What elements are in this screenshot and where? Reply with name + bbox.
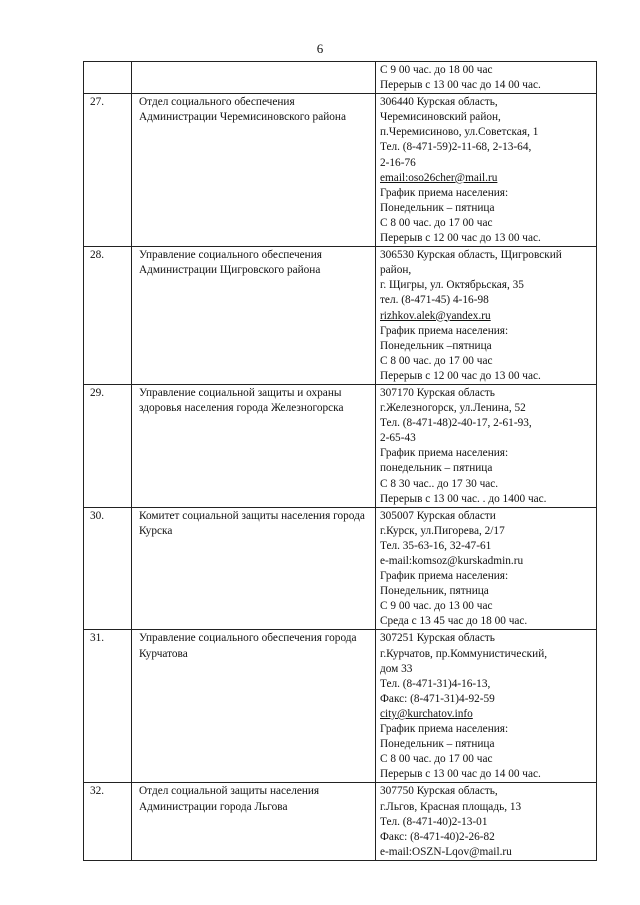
phone-line: 2-65-43 (380, 432, 416, 445)
schedule-hours: С 9 00 час. до 18 00 час (380, 64, 493, 76)
schedule-days: Понедельник – пятница (380, 738, 495, 751)
fax-line: Факс: (8-471-40)2-26-82 (380, 830, 495, 843)
table-row-continuation (84, 62, 597, 94)
row-number: 30. (84, 507, 132, 630)
contact-info (376, 630, 597, 783)
contact-info (376, 62, 597, 94)
email-link[interactable]: email:oso26cher@mail.ru (380, 171, 498, 184)
schedule-hours: С 8 00 час. до 17 00 час (380, 354, 493, 367)
phone-line: Тел. 35-63-16, 32-47-61 (380, 539, 492, 552)
schedule-break: Перерыв с 13 00 час. . до 1400 час. (380, 492, 547, 505)
address-line: 307170 Курская область (380, 386, 495, 399)
address-line: г.Железногорск, ул.Ленина, 52 (380, 402, 526, 415)
schedule-hours: С 8 00 час. до 17 00 час (380, 753, 493, 766)
schedule-days: понедельник – пятница (380, 462, 493, 475)
schedule-days: Понедельник –пятница (380, 339, 492, 352)
schedule-heading: График приема населения: (380, 324, 509, 337)
address-line: г.Курчатов, пр.Коммунистический, (380, 647, 548, 660)
address-line: г.Льгов, Красная площадь, 13 (380, 800, 522, 813)
row-number: 27. (84, 94, 132, 247)
phone-line: тел. (8-471-45) 4-16-98 (380, 294, 489, 307)
schedule-heading: График приема населения: (380, 723, 509, 736)
address-line: дом 33 (380, 662, 413, 675)
schedule-break: Перерыв с 13 00 час до 14 00 час. (380, 79, 541, 92)
contacts-table (83, 61, 597, 861)
row-number: 31. (84, 630, 132, 783)
organization-name: Управление социального обеспечения Администрации Щигровского района (132, 247, 376, 385)
row-number (84, 62, 132, 94)
schedule-hours: Среда с 13 45 час до 18 00 час. (380, 615, 528, 628)
contact-info (376, 507, 597, 630)
table-row-31 (84, 630, 597, 783)
table-row-32 (84, 783, 597, 860)
address-line: район, (380, 264, 412, 277)
organization-name (132, 62, 376, 94)
organization-name: Управление социальной защиты и охраны здоровья населения города Железногорска (132, 384, 376, 507)
address-line: 307251 Курская область (380, 632, 495, 645)
address-line: Черемисиновский район, (380, 111, 501, 124)
address-line: п.Черемисиново, ул.Советская, 1 (380, 126, 539, 139)
address-line: 306440 Курская область, (380, 96, 498, 109)
page-number: 6 (316, 41, 324, 56)
schedule-break: Перерыв с 12 00 час до 13 00 час. (380, 369, 541, 382)
schedule-hours: С 9 00 час. до 13 00 час (380, 600, 493, 613)
table-row-29 (84, 384, 597, 507)
email-link[interactable]: rizhkov.alek@yandex.ru (380, 309, 491, 322)
row-number: 29. (84, 384, 132, 507)
table-row-27 (84, 94, 597, 247)
phone-line: Тел. (8-471-40)2-13-01 (380, 815, 488, 828)
contact-info (376, 247, 597, 385)
schedule-hours: С 8 00 час. до 17 00 час (380, 216, 493, 229)
schedule-hours: С 8 30 час.. до 17 30 час. (380, 477, 499, 490)
schedule-break: Перерыв с 12 00 час до 13 00 час. (380, 232, 541, 245)
phone-line: Тел. (8-471-48)2-40-17, 2-61-93, (380, 417, 532, 430)
email-line[interactable]: e-mail:OSZN-Lqov@mail.ru (380, 845, 512, 858)
phone-line: 2-16-76 (380, 156, 416, 169)
website-link[interactable]: city@kurchatov.info (380, 707, 473, 720)
schedule-break: Перерыв с 13 00 час до 14 00 час. (380, 768, 541, 781)
organization-name: Управление социального обеспечения города Курчатова (132, 630, 376, 783)
contact-info (376, 384, 597, 507)
address-line: 306530 Курская область, Щигровский (380, 249, 562, 262)
schedule-days: Понедельник, пятница (380, 585, 489, 598)
organization-name: Отдел социального обеспечения Администрации Черемисиновского района (132, 94, 376, 247)
fax-line: Факс: (8-471-31)4-92-59 (380, 692, 495, 705)
contact-info (376, 783, 597, 860)
phone-line: Тел. (8-471-59)2-11-68, 2-13-64, (380, 141, 532, 154)
schedule-days: Понедельник – пятница (380, 201, 495, 214)
address-line: г.Курск, ул.Пигорева, 2/17 (380, 524, 505, 537)
contact-info (376, 94, 597, 247)
organization-name: Отдел социальной защиты населения Администрации города Льгова (132, 783, 376, 860)
schedule-heading: График приема населения: (380, 447, 509, 460)
schedule-heading: График приема населения: (380, 186, 509, 199)
email-line[interactable]: e-mail:komsoz@kurskadmin.ru (380, 555, 524, 567)
organization-name: Комитет социальной защиты населения города Курска (132, 507, 376, 630)
row-number: 32. (84, 783, 132, 860)
schedule-heading: График приема населения: (380, 570, 509, 583)
phone-line: Тел. (8-471-31)4-16-13, (380, 677, 491, 690)
address-line: 305007 Курская области (380, 509, 496, 522)
row-number: 28. (84, 247, 132, 385)
table-row-28 (84, 247, 597, 385)
table-row-30 (84, 507, 597, 630)
address-line: г. Щигры, ул. Октябрьская, 35 (380, 279, 524, 292)
address-line: 307750 Курская область, (380, 785, 498, 798)
